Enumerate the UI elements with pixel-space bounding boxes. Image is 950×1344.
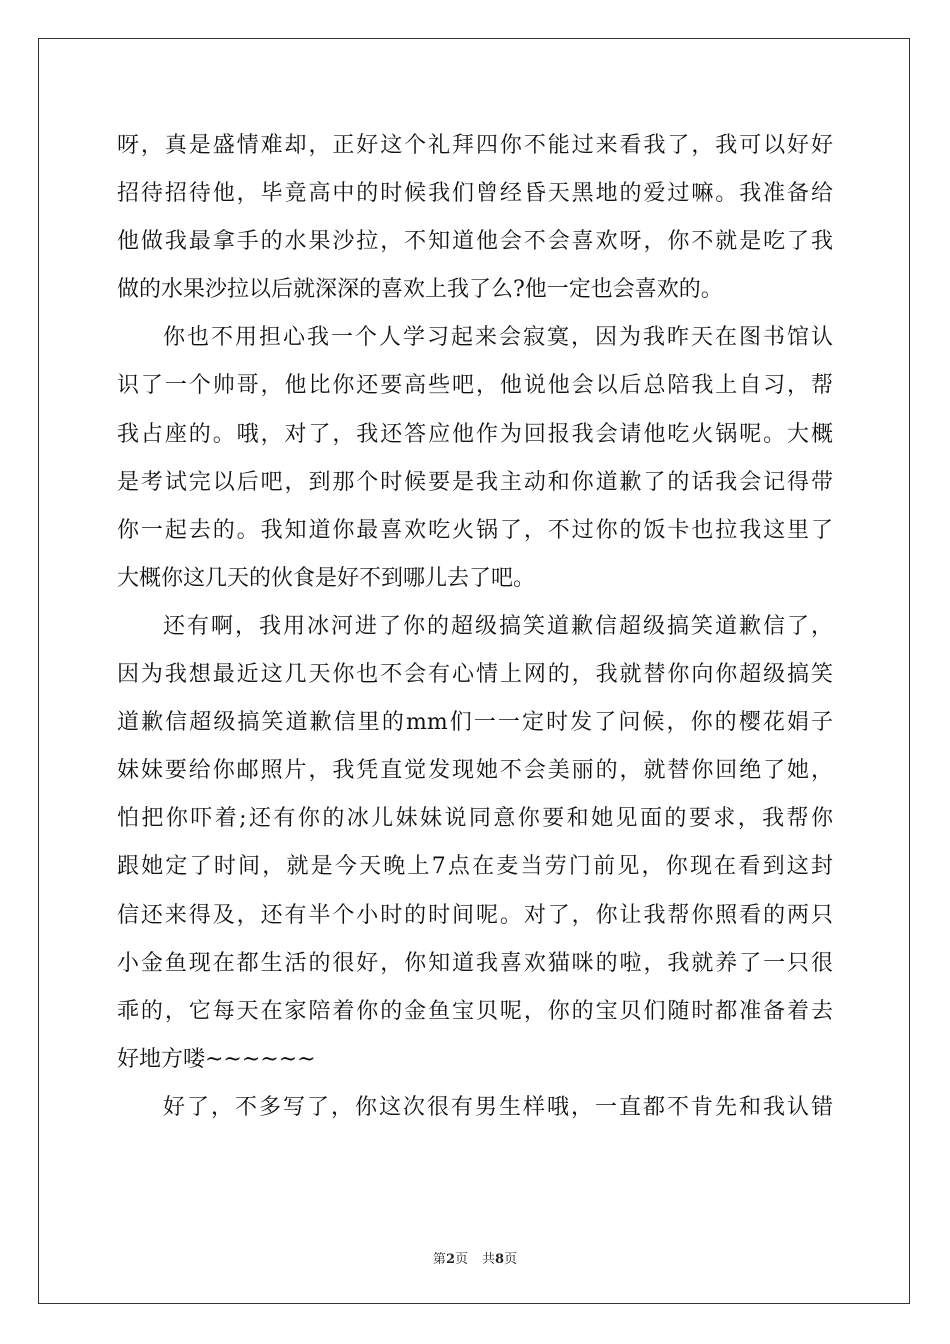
page-total-count: 8: [495, 1252, 505, 1267]
text-line: 怕把你吓着;还有你的冰儿妹妹说同意你要和她见面的要求，我帮你: [117, 806, 833, 832]
text-line: 好地方喽~~~~~~: [117, 1046, 316, 1072]
text-line: 小金鱼现在都生活的很好，你知道我喜欢猫咪的啦，我就养了一只很: [117, 950, 833, 976]
text-line: 是考试完以后吧，到那个时候要是我主动和你道歉了的话我会记得带: [117, 469, 833, 495]
page-footer: [0, 1248, 950, 1267]
text-line: 妹妹要给你邮照片，我凭直觉发现她不会美丽的，就替你回绝了她，: [117, 758, 833, 784]
page-total-prefix: 共: [482, 1252, 496, 1267]
text-line: 你一起去的。我知道你最喜欢吃火锅了，不过你的饭卡也拉我这里了: [117, 517, 833, 543]
page-number-suffix: 页: [454, 1252, 468, 1267]
page-number-current: 2: [445, 1252, 455, 1267]
text-line: 他做我最拿手的水果沙拉，不知道他会不会喜欢呀，你不就是吃了我: [117, 229, 833, 255]
document-body: [117, 122, 833, 1132]
text-line: 招待招待他，毕竟高中的时候我们曾经昏天黑地的爱过嘛。我准备给: [117, 181, 833, 207]
text-line: 做的水果沙拉以后就深深的喜欢上我了么?他一定也会喜欢的。: [117, 277, 723, 303]
text-line: 识了一个帅哥，他比你还要高些吧，他说他会以后总陪我上自习，帮: [117, 373, 833, 399]
text-line: 乖的，它每天在家陪着你的金鱼宝贝呢，你的宝贝们随时都准备着去: [117, 998, 833, 1024]
page-total-suffix: 页: [504, 1252, 518, 1267]
text-line: 跟她定了时间，就是今天晚上7点在麦当劳门前见，你现在看到这封: [117, 854, 833, 880]
text-line: 你也不用担心我一个人学习起来会寂寞，因为我昨天在图书馆认: [163, 325, 833, 351]
text-line: 信还来得及，还有半个小时的时间呢。对了，你让我帮你照看的两只: [117, 902, 833, 928]
text-line: 好了，不多写了，你这次很有男生样哦，一直都不肯先和我认错: [163, 1094, 833, 1120]
text-line: 我占座的。哦，对了，我还答应他作为回报我会请他吃火锅呢。大概: [117, 421, 833, 447]
text-line: 大概你这几天的伙食是好不到哪儿去了吧。: [117, 565, 536, 591]
page-number-prefix: 第: [432, 1252, 446, 1267]
text-line: 因为我想最近这几天你也不会有心情上网的，我就替你向你超级搞笑: [117, 662, 833, 688]
text-line: 道歉信超级搞笑道歉信里的mm们一一定时发了问候，你的樱花娟子: [117, 710, 833, 736]
text-line: 还有啊，我用冰河进了你的超级搞笑道歉信超级搞笑道歉信了，: [163, 613, 833, 639]
text-line: 呀，真是盛情难却，正好这个礼拜四你不能过来看我了，我可以好好: [117, 133, 833, 158]
